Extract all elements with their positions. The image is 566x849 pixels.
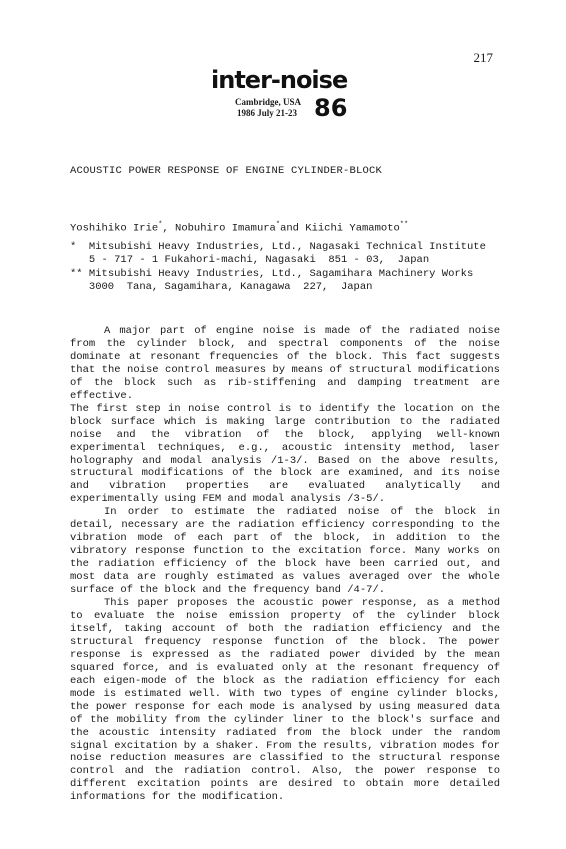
paragraph: In order to estimate the radiated noise of the block in detail, necessary are the radiation efficiency corresponding to the vibration mode of each part of the block, in addition to the vibratory response function to the excitation force. Many works on the radiation efficiency of the block have been carried out, and most data are roughly estimated as values averaged over the whole surface of the block and the frequency band /4-7/.: [70, 506, 500, 597]
affiliation-line: 5 - 717 - 1 Fukahori-machi, Nagasaki 851 - 03, Japan: [88, 254, 430, 267]
affiliation-mark: **: [70, 268, 83, 280]
affiliation-mark: **: [399, 221, 409, 229]
affiliation-line: Mitsubishi Heavy Industries, Ltd., Sagamihara Machinery Works: [88, 268, 474, 280]
affiliation-1: [70, 241, 486, 268]
paper-title: ACOUSTIC POWER RESPONSE OF ENGINE CYLINDER-BLOCK: [70, 165, 383, 177]
body-text: [70, 325, 500, 804]
author-list: Yoshihiko Irie*, Nobuhiro Imamura*and Kiichi Yamamoto**: [70, 221, 409, 235]
author-name: Kiichi Yamamoto: [305, 222, 400, 235]
conference-logo: [211, 66, 371, 136]
logo-city: Cambridge, USA: [235, 97, 302, 107]
affiliation-mark: *: [70, 241, 77, 253]
page-number: 217: [473, 50, 493, 65]
affiliation-mark: *: [158, 221, 163, 229]
paragraph: A major part of engine noise is made of the radiated noise from the cylinder block, and spectral components of the noise dominate at resonant frequencies of the block. This fact suggests that the noise control measures by means of structural modifications of the block such as rib-stiffening and damping treatment are effective.: [70, 325, 500, 402]
affiliation-line: 3000 Tana, Sagamihara, Kanagawa 227, Japan: [88, 281, 373, 294]
paragraph: This paper proposes the acoustic power response, as a method to evaluate the noise emission property of the cylinder block itself, taking account of both the radiation efficiency and the structural frequency response function of the block. The power response is expressed as the radiated power divided by the mean squared force, and is evaluated only at the resonant frequency of each eigen-mode of the block as the radiation efficiency for each mode is estimated well. With two types of engine cylinder blocks, the power response for each mode is analysed by using measured data of the mobility from the cylinder liner to the block's surface and the acoustic intensity radiated from the block under the random signal excitation by a shaker. From the results, vibration modes for noise reduction measures are classified to the structural response control and the radiation control. Also, the power response to different excitation points are desired to obtain more detailed informations for the modification.: [70, 597, 500, 804]
logo-wordmark: inter-noise: [211, 66, 348, 94]
author-name: Nobuhiro Imamura: [175, 222, 276, 235]
logo-year: 86: [314, 94, 348, 122]
affiliation-2: [70, 268, 473, 295]
author-name: Yoshihiko Irie: [70, 222, 159, 235]
affiliation-line: Mitsubishi Heavy Industries, Ltd., Nagasaki Technical Institute: [88, 241, 486, 253]
logo-dates: 1986 July 21-23: [237, 108, 298, 118]
affiliation-mark: *: [275, 221, 281, 229]
author-connector: and: [280, 222, 299, 235]
paragraph: The first step in noise control is to identify the location on the block surface which is making large contribution to the radiated noise and the vibration of the block, applying well-known experimental techniques, e.g., acoustic intensity method, laser holography and modal analysis /1-3/. Based on the above results, structural modifications of the block are examined, and its noise and vibration properties are evaluated analytically and experimentally using FEM and modal analysis /3-5/.: [70, 402, 500, 506]
